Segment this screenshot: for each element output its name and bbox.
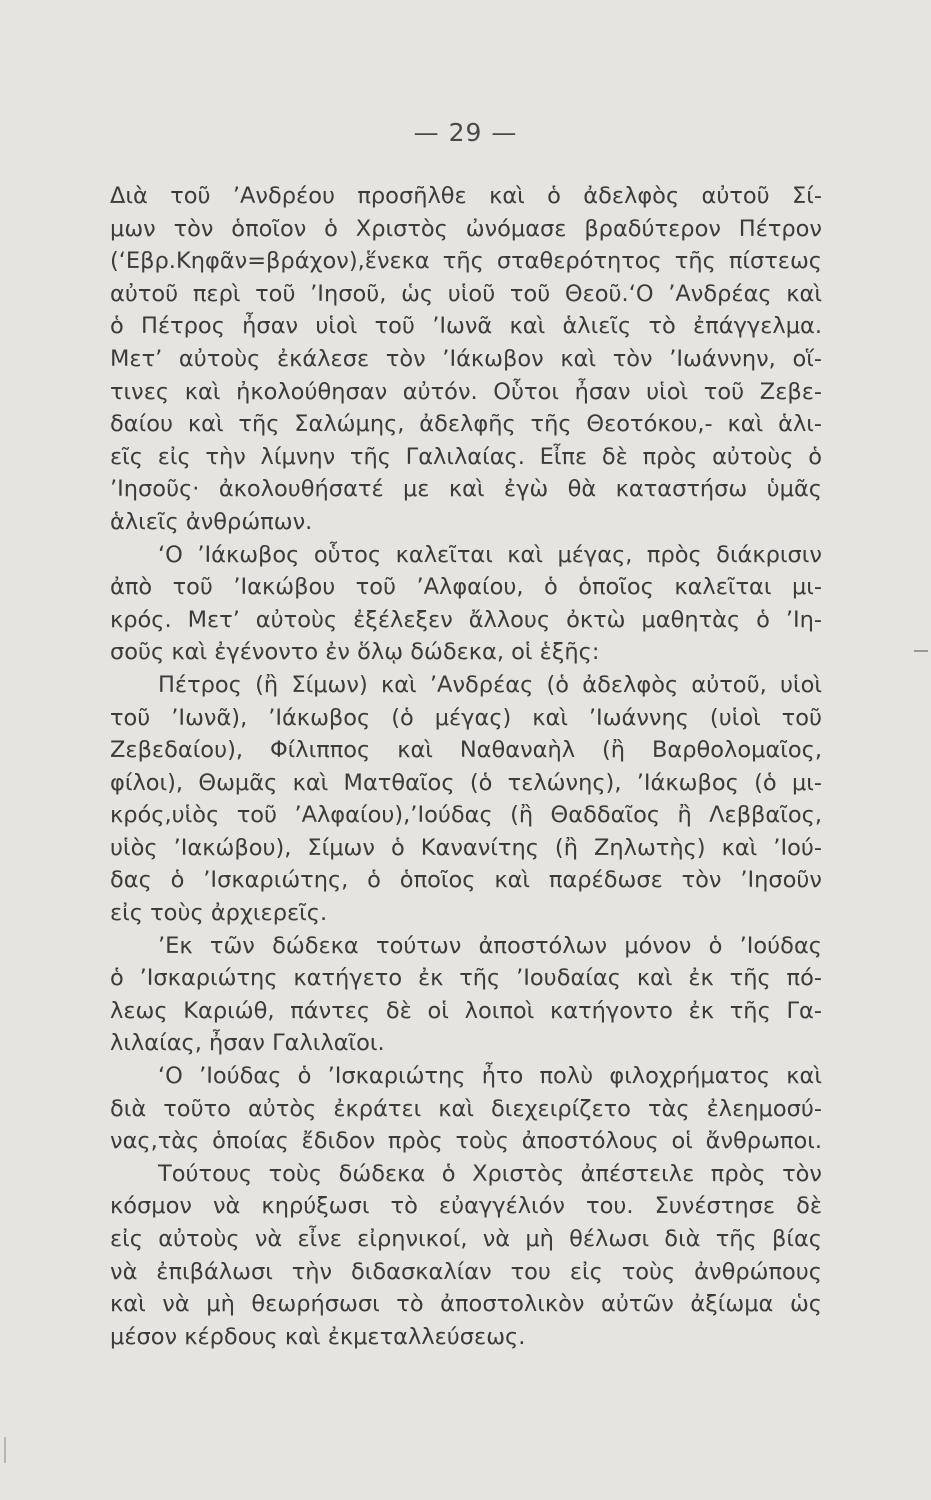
margin-tick-mark [4, 1437, 6, 1463]
body-text [110, 180, 822, 1353]
text-line: κόσμον νὰ κηρύξωσι τὸ εὐαγγέλιόν του. Συνέστησε δὲ [110, 1193, 822, 1220]
text-line: κρός. Μετ’ αὐτοὺς ἐξέλεξεν ἄλλους ὀκτὼ μαθητὰς ὁ ’Ιη- [110, 606, 822, 633]
text-line: εῖς εἰς τὴν λίμνην τῆς Γαλιλαίας. Εἶπε δὲ πρὸς αὐτοὺς ὁ [110, 443, 822, 470]
text-line: καὶ νὰ μὴ θεωρήσωσι τὸ ἀποστολικὸν αὐτῶν ἀξίωμα ὡς [110, 1291, 822, 1318]
text-line: Μετ’ αὐτοὺς ἐκάλεσε τὸν ’Ιάκωβον καὶ τὸν ’Ιωάννην, οἵ- [110, 345, 822, 372]
text-line: Ζεβεδαίου), Φίλιππος καὶ Ναθαναὴλ (ἢ Βαρθολομαῖος, [110, 737, 822, 764]
text-line: νὰ ἐπιβάλωσι τὴν διδασκαλίαν του εἰς τοὺς ἀνθρώπους [110, 1258, 822, 1285]
text-line: ‘Ο ’Ιάκωβος οὗτος καλεῖται καὶ μέγας, πρὸς διάκρισιν [158, 541, 822, 568]
text-line: μέσον κέρδους καὶ ἐκμεταλλεύσεως. [110, 1323, 526, 1350]
margin-dash-mark [914, 650, 928, 652]
text-line: μων τὸν ὁποῖον ὁ Χριστὸς ὠνόμασε βραδύτερον Πέτρον [110, 215, 822, 242]
text-line: δας ὁ ’Ισκαριώτης, ὁ ὁποῖος καὶ παρέδωσε τὸν ’Ιησοῦν [110, 867, 822, 894]
text-line: λεως Καριώθ, πάντες δὲ οἱ λοιποὶ κατήγοντο ἐκ τῆς Γα- [110, 997, 822, 1024]
text-line: τοῦ ’Ιωνᾶ), ’Ιάκωβος (ὁ μέγας) καὶ ’Ιωάννης (υἱοὶ τοῦ [110, 704, 822, 731]
text-line: σοῦς καὶ ἐγένοντο ἐν ὅλῳ δώδεκα, οἱ ἑξῆς: [110, 639, 600, 666]
text-line: κρός,υἱὸς τοῦ ’Αλφαίου),’Ιούδας (ἢ Θαδδαῖος ἢ Λεββαῖος, [110, 802, 822, 829]
text-line: ὁ ’Ισκαριώτης κατήγετο ἐκ τῆς ’Ιουδαίας καὶ ἐκ τῆς πό- [110, 965, 822, 992]
text-line: Τούτους τοὺς δώδεκα ὁ Χριστὸς ἀπέστειλε πρὸς τὸν [158, 1160, 822, 1187]
text-line: αὐτοῦ περὶ τοῦ ’Ιησοῦ, ὡς υἱοῦ τοῦ Θεοῦ.‘Ο ’Ανδρέας καὶ [110, 280, 822, 307]
text-line: ’Εκ τῶν δώδεκα τούτων ἀποστόλων μόνον ὁ ’Ιούδας [158, 932, 822, 959]
text-line: εἰς τοὺς ἀρχιερεῖς. [110, 900, 328, 927]
page-number: — 29 — [413, 118, 518, 147]
text-line: εἰς αὐτοὺς νὰ εἶνε εἰρηνικοί, νὰ μὴ θέλωσι διὰ τῆς βίας [110, 1226, 822, 1252]
text-line: λιλαίας, ἦσαν Γαλιλαῖοι. [110, 1030, 385, 1057]
text-line: ἀπὸ τοῦ ’Ιακώβου τοῦ ’Αλφαίου, ὁ ὁποῖος καλεῖται μι- [110, 574, 822, 601]
text-line: υἱὸς ’Ιακώβου), Σίμων ὁ Κανανίτης (ἢ Ζηλωτὴς) καὶ ’Ιού- [110, 834, 822, 861]
text-line: φίλοι), Θωμᾶς καὶ Ματθαῖος (ὁ τελώνης), ’Ιάκωβος (ὁ μι- [110, 769, 822, 796]
text-line: διὰ τοῦτο αὐτὸς ἐκράτει καὶ διεχειρίζετο τὰς ἐλεημοσύ- [110, 1095, 822, 1122]
text-line: ‘Ο ’Ιούδας ὁ ’Ισκαριώτης ἦτο πολὺ φιλοχρήματος καὶ [158, 1063, 822, 1090]
text-line: (‘Εβρ.Κηφᾶν=βράχον),ἕνεκα τῆς σταθερότητος τῆς πίστεως [110, 248, 822, 275]
text-line: ἁλιεῖς ἀνθρώπων. [110, 508, 313, 535]
text-line: Πέτρος (ἢ Σίμων) καὶ ’Ανδρέας (ὁ ἀδελφὸς αὐτοῦ, υἱοὶ [158, 671, 822, 698]
text-line: ὁ Πέτρος ἦσαν υἱοὶ τοῦ ’Ιωνᾶ καὶ ἁλιεῖς τὸ ἐπάγγελμα. [110, 313, 822, 340]
text-line: Διὰ τοῦ ’Ανδρέου προσῆλθε καὶ ὁ ἀδελφὸς αὐτοῦ Σί- [110, 183, 822, 209]
text-line: νας,τὰς ὁποίας ἔδιδον πρὸς τοὺς ἀποστόλους οἱ ἄνθρωποι. [110, 1128, 822, 1155]
text-line: ’Ιησοῦς· ἀκολουθήσατέ με καὶ ἐγὼ θὰ καταστήσω ὑμᾶς [110, 476, 822, 503]
text-line: τινες καὶ ἠκολούθησαν αὐτόν. Οὗτοι ἦσαν υἱοὶ τοῦ Ζεβε- [110, 378, 822, 405]
text-line: δαίου καὶ τῆς Σαλώμης, ἀδελφῆς τῆς Θεοτόκου,- καὶ ἁλι- [110, 411, 822, 438]
